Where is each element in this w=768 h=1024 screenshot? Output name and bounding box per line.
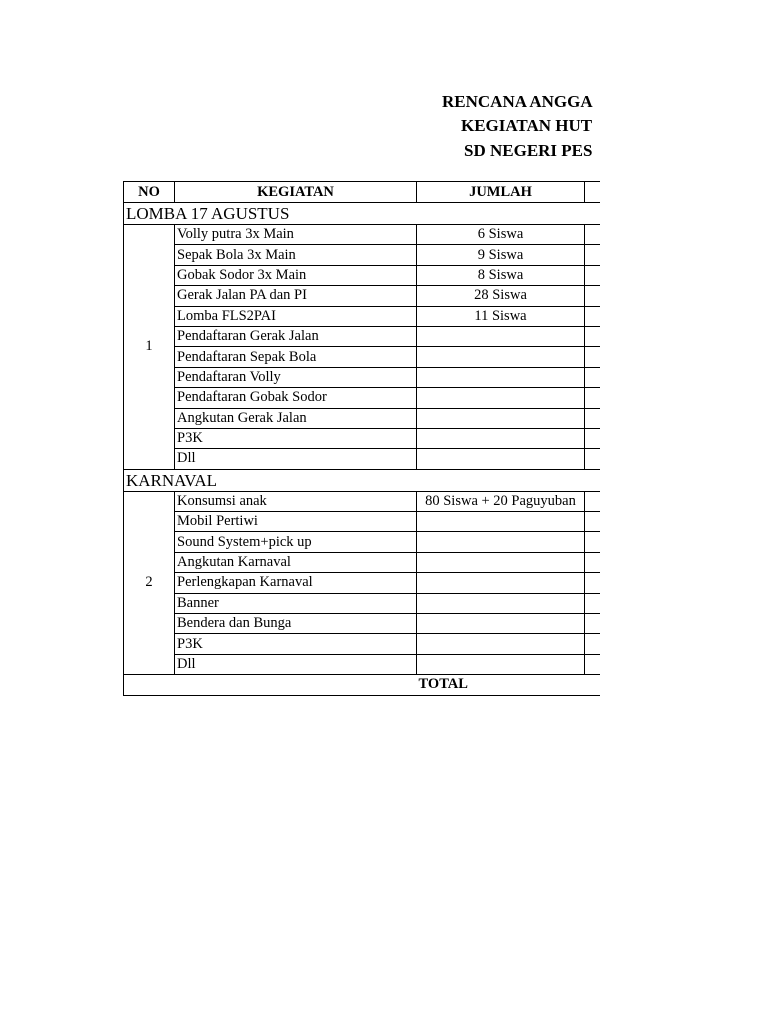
row-number-cell: 1 — [124, 225, 175, 470]
table-row — [124, 573, 601, 593]
jumlah-cell — [417, 347, 585, 367]
jumlah-cell — [417, 532, 585, 552]
table-row — [124, 491, 601, 511]
jumlah-cell — [417, 512, 585, 532]
table-row — [124, 449, 601, 469]
extra-cell — [585, 634, 601, 654]
total-blank-cell — [124, 675, 417, 695]
table-row — [124, 326, 601, 346]
extra-cell — [585, 552, 601, 572]
table-row — [124, 614, 601, 634]
kegiatan-cell: Volly putra 3x Main — [175, 225, 417, 245]
extra-cell — [585, 408, 601, 428]
kegiatan-cell: Angkutan Karnaval — [175, 552, 417, 572]
kegiatan-cell: Mobil Pertiwi — [175, 512, 417, 532]
column-header-kegiatan: KEGIATAN — [175, 182, 417, 203]
table-row — [124, 532, 601, 552]
table-row — [124, 593, 601, 613]
budget-table — [123, 181, 600, 696]
extra-cell — [585, 449, 601, 469]
kegiatan-cell: Sepak Bola 3x Main — [175, 245, 417, 265]
extra-cell — [585, 245, 601, 265]
extra-cell — [585, 388, 601, 408]
jumlah-cell — [417, 593, 585, 613]
kegiatan-cell: Lomba FLS2PAI — [175, 306, 417, 326]
table-row — [124, 388, 601, 408]
jumlah-cell — [417, 428, 585, 448]
table-row — [124, 552, 601, 572]
extra-cell — [585, 225, 601, 245]
table-row — [124, 306, 601, 326]
extra-cell — [585, 532, 601, 552]
kegiatan-cell: Gobak Sodor 3x Main — [175, 265, 417, 285]
kegiatan-cell: Angkutan Gerak Jalan — [175, 408, 417, 428]
kegiatan-cell: Sound System+pick up — [175, 532, 417, 552]
table-body — [124, 203, 601, 696]
table-row — [124, 245, 601, 265]
kegiatan-cell: Perlengkapan Karnaval — [175, 573, 417, 593]
kegiatan-cell: P3K — [175, 428, 417, 448]
table-row — [124, 512, 601, 532]
jumlah-cell: 11 Siswa — [417, 306, 585, 326]
extra-cell — [585, 326, 601, 346]
total-label: TOTAL — [417, 675, 601, 695]
table-row — [124, 286, 601, 306]
kegiatan-cell: Pendaftaran Volly — [175, 367, 417, 387]
jumlah-cell — [417, 449, 585, 469]
jumlah-cell: 6 Siswa — [417, 225, 585, 245]
jumlah-cell — [417, 326, 585, 346]
kegiatan-cell: Pendaftaran Sepak Bola — [175, 347, 417, 367]
extra-cell — [585, 347, 601, 367]
extra-cell — [585, 614, 601, 634]
column-header-extra — [585, 182, 601, 203]
table-row — [124, 428, 601, 448]
kegiatan-cell: P3K — [175, 634, 417, 654]
table-row — [124, 265, 601, 285]
jumlah-cell: 9 Siswa — [417, 245, 585, 265]
budget-sheet — [123, 181, 600, 696]
extra-cell — [585, 491, 601, 511]
jumlah-cell — [417, 654, 585, 674]
title-line-2: KEGIATAN HUT — [461, 116, 593, 135]
section-title-row — [124, 203, 601, 225]
jumlah-cell — [417, 367, 585, 387]
extra-cell — [585, 428, 601, 448]
row-number-cell: 2 — [124, 491, 175, 675]
section-title: LOMBA 17 AGUSTUS — [124, 203, 601, 225]
jumlah-cell — [417, 634, 585, 654]
kegiatan-cell: Pendaftaran Gerak Jalan — [175, 326, 417, 346]
kegiatan-cell: Dll — [175, 654, 417, 674]
extra-cell — [585, 573, 601, 593]
extra-cell — [585, 512, 601, 532]
extra-cell — [585, 367, 601, 387]
extra-cell — [585, 265, 601, 285]
kegiatan-cell: Banner — [175, 593, 417, 613]
table-header-row — [124, 182, 601, 203]
table-row — [124, 225, 601, 245]
section-title: KARNAVAL — [124, 469, 601, 491]
title-line-3: SD NEGERI PES — [464, 141, 593, 160]
table-row — [124, 634, 601, 654]
document-header — [0, 90, 600, 170]
extra-cell — [585, 286, 601, 306]
extra-cell — [585, 593, 601, 613]
section-title-row — [124, 469, 601, 491]
kegiatan-cell: Dll — [175, 449, 417, 469]
kegiatan-cell: Gerak Jalan PA dan PI — [175, 286, 417, 306]
jumlah-cell: 80 Siswa + 20 Paguyuban — [417, 491, 585, 511]
total-row — [124, 675, 601, 695]
extra-cell — [585, 306, 601, 326]
jumlah-cell — [417, 408, 585, 428]
table-row — [124, 367, 601, 387]
extra-cell — [585, 654, 601, 674]
kegiatan-cell: Konsumsi anak — [175, 491, 417, 511]
column-header-jumlah: JUMLAH — [417, 182, 585, 203]
table-row — [124, 347, 601, 367]
jumlah-cell — [417, 552, 585, 572]
jumlah-cell: 28 Siswa — [417, 286, 585, 306]
table-row — [124, 654, 601, 674]
column-header-no: NO — [124, 182, 175, 203]
kegiatan-cell: Bendera dan Bunga — [175, 614, 417, 634]
jumlah-cell: 8 Siswa — [417, 265, 585, 285]
table-row — [124, 408, 601, 428]
kegiatan-cell: Pendaftaran Gobak Sodor — [175, 388, 417, 408]
jumlah-cell — [417, 388, 585, 408]
jumlah-cell — [417, 573, 585, 593]
jumlah-cell — [417, 614, 585, 634]
title-line-1: RENCANA ANGGA — [442, 92, 593, 111]
